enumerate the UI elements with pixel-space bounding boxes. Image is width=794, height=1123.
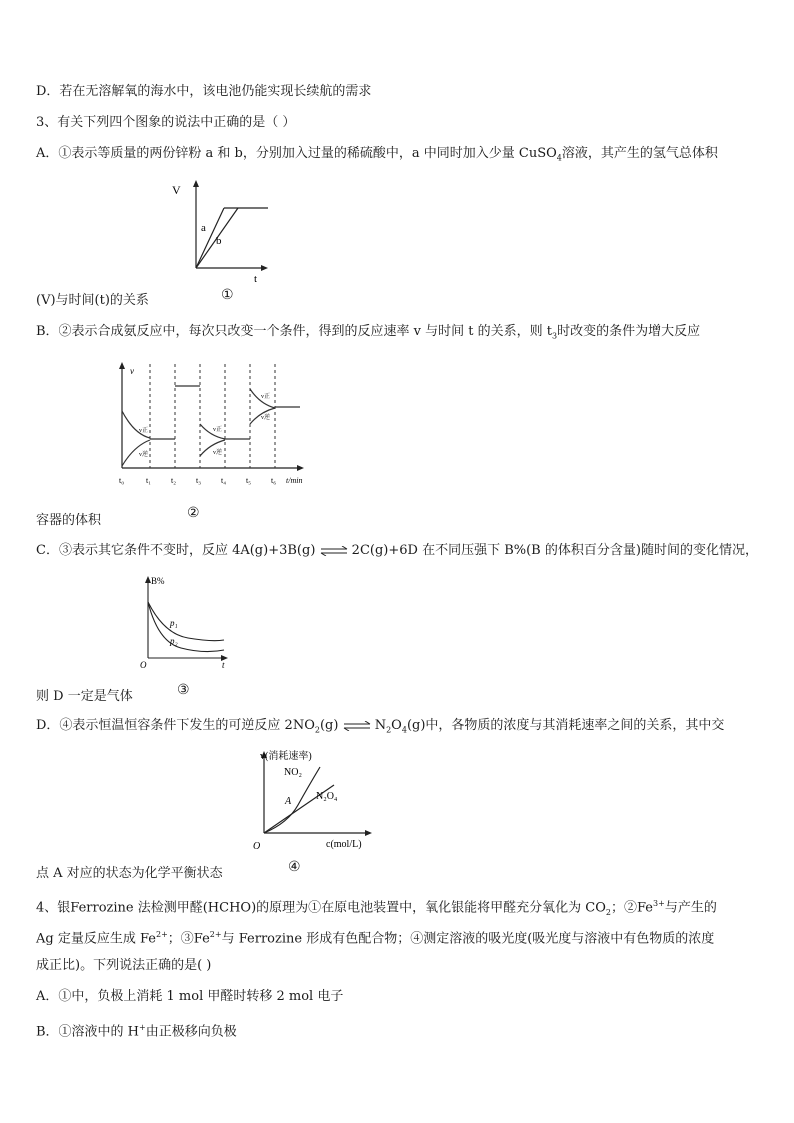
y-axis-label: V [172, 183, 181, 197]
tick-t5: t₅ [246, 476, 252, 485]
x-axis-label: t/min [286, 476, 303, 485]
q3-option-a-line1: A．①表示等质量的两份锌粉 a 和 b，分别加入过量的稀硫酸中，a 中同时加入少量 CuSO$_4$溶液，其产生的氢气总体积 [36, 146, 718, 163]
n2o4-label: N₂O₄ [316, 791, 338, 802]
option-d-previous: D．若在无溶解氧的海水中，该电池仍能实现长续航的需求 [36, 84, 372, 99]
rate-label: v正 [139, 428, 149, 434]
y-axis-label: v(消耗速率) [260, 751, 312, 762]
figure-3-bpercent-time [136, 570, 236, 670]
figure-2-rate-time [112, 356, 322, 488]
p1-label: p₁ [170, 618, 178, 628]
y-axis-label: B% [151, 576, 165, 586]
equilibrium-arrow [343, 721, 371, 731]
question-4-line2: Ag 定量反应生成 $Fe^{2+}$；$③Fe^{2+}$与 Ferrozine 形成有色配合物；④测定溶液的吸光度(吸光度与溶液中有色物质的浓度 [36, 930, 715, 947]
q4-option-a: A．①中，负极上消耗 1 mol 甲醛时转移 2 mol 电子 [36, 989, 344, 1004]
rate-label: v正 [213, 427, 223, 433]
y-axis-label: v [130, 366, 134, 376]
tick-t2: t₂ [171, 476, 177, 485]
tick-t1: t₁ [146, 476, 152, 485]
figure-3-marker: ③ [177, 682, 190, 698]
q3-option-c-line1: C．③表示其它条件不变时，反应 4A(g)+3B(g) 2C(g)+6D 在不同压强下 B%(B 的体积百分含量)随时间的变化情况， [36, 543, 758, 558]
q3-option-a-line2: (V)与时间(t)的关系 [36, 293, 149, 308]
question-3-stem: 3、有关下列四个图象的说法中正确的是（ ） [36, 115, 296, 130]
rate-label: v逆 [261, 415, 271, 421]
equilibrium-arrow [320, 546, 348, 556]
q3-option-d-line1: D．④表示恒温恒容条件下发生的可逆反应 $2NO_2(g)$ $N_2O_4(g)$中，各物质的浓度与其消耗速率之间的关系，其中交 [36, 718, 725, 735]
point-a-label: A [285, 796, 292, 807]
figure-1-volume-time [168, 176, 278, 284]
origin-label: O [140, 660, 147, 670]
figure-4-rate-concentration [248, 745, 378, 851]
tick-t0: t₀ [119, 476, 125, 485]
q3-option-b-line1: B．②表示合成氨反应中，每次只改变一个条件，得到的反应速率 v 与时间 t 的关系，则 $t_3$时改变的条件为增大反应 [36, 324, 701, 341]
rate-label: v逆 [213, 450, 223, 456]
figure-4-marker: ④ [288, 859, 301, 875]
curve-b-label: b [216, 235, 222, 247]
curve-a-label: a [201, 222, 206, 234]
q3-option-b-line2: 容器的体积 [36, 513, 102, 528]
x-axis-label: t [254, 273, 258, 284]
x-axis-label: c(mol/L) [326, 839, 362, 850]
origin-label: O [253, 841, 261, 851]
q3-option-d-line2: 点 A 对应的状态为化学平衡状态 [36, 866, 223, 881]
x-axis-label: t [222, 660, 225, 670]
figure-1-marker: ① [221, 287, 234, 303]
question-4-line1: 4、银Ferrozine 法检测甲醛(HCHO)的原理为①在原电池装置中，氧化银能将甲醛充分氧化为 $CO_2$；$②Fe^{3+}$与产生的 [36, 899, 717, 917]
figure-2-marker: ② [187, 505, 200, 521]
question-4-line3: 成正比)。下列说法正确的是( ) [36, 958, 212, 973]
rate-label: v逆 [139, 452, 149, 458]
no2-label: NO₂ [284, 767, 302, 778]
tick-t3: t₃ [196, 476, 202, 485]
p2-label: p₂ [170, 636, 178, 646]
q3-option-c-line2: 则 D 一定是气体 [36, 689, 133, 704]
rate-label: v正 [261, 394, 271, 400]
tick-t6: t₆ [271, 476, 277, 485]
tick-t4: t₄ [221, 476, 227, 485]
q4-option-b: B．①溶液中的 H+由正极移向负极 [36, 1023, 237, 1040]
